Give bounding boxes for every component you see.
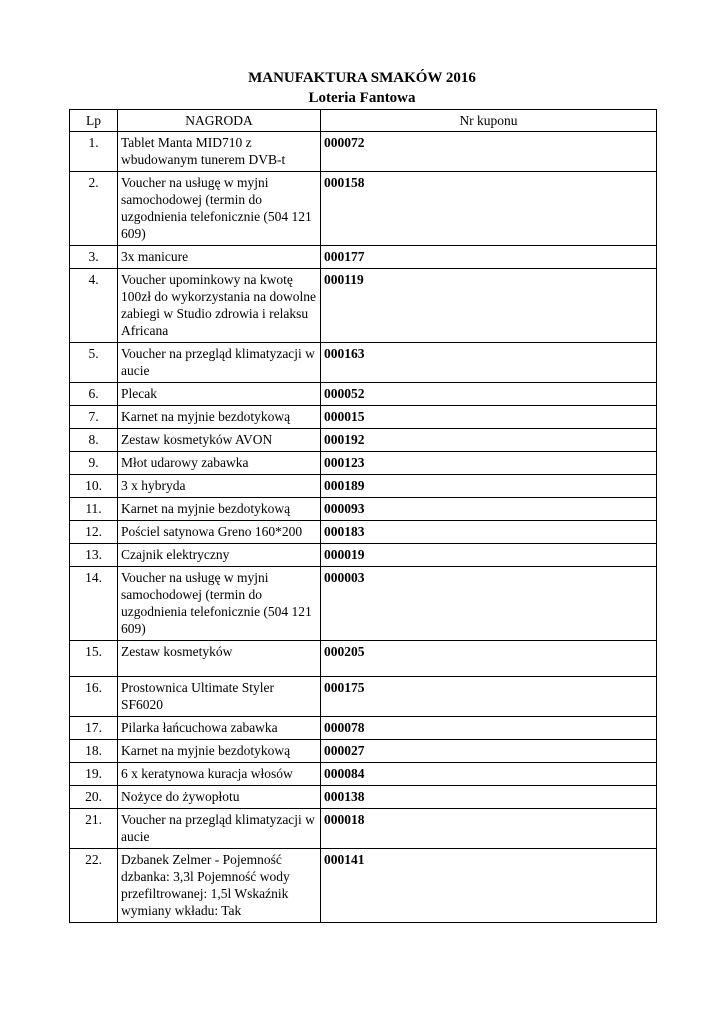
coupon-number: 000093	[321, 498, 657, 521]
table-row	[70, 172, 657, 246]
prize-name: Pościel satynowa Greno 160*200	[118, 521, 321, 544]
coupon-number: 000189	[321, 475, 657, 498]
coupon-number: 000027	[321, 740, 657, 763]
table-row	[70, 475, 657, 498]
prize-name: Zestaw kosmetyków	[118, 641, 321, 677]
prize-name: 3 x hybryda	[118, 475, 321, 498]
table-row	[70, 567, 657, 641]
coupon-number: 000018	[321, 809, 657, 849]
row-number: 15.	[70, 641, 118, 677]
table-row	[70, 763, 657, 786]
table-row	[70, 452, 657, 475]
row-number: 14.	[70, 567, 118, 641]
coupon-number: 000078	[321, 717, 657, 740]
document-subtitle: Loteria Fantowa	[308, 90, 416, 106]
coupon-number: 000123	[321, 452, 657, 475]
row-number: 5.	[70, 343, 118, 383]
prize-name: Voucher na usługę w myjni samochodowej (termin do uzgodnienia telefonicznie (504 121 609)	[118, 567, 321, 641]
coupon-number: 000205	[321, 641, 657, 677]
row-number: 17.	[70, 717, 118, 740]
row-number: 8.	[70, 429, 118, 452]
row-number: 21.	[70, 809, 118, 849]
prize-name: Karnet na myjnie bezdotykową	[118, 498, 321, 521]
coupon-number: 000158	[321, 172, 657, 246]
prize-name: Zestaw kosmetyków AVON	[118, 429, 321, 452]
row-number: 18.	[70, 740, 118, 763]
prize-table	[69, 109, 657, 923]
coupon-number: 000138	[321, 786, 657, 809]
row-number: 2.	[70, 172, 118, 246]
table-row	[70, 429, 657, 452]
header-row	[70, 110, 657, 132]
coupon-number: 000192	[321, 429, 657, 452]
prize-name: Karnet na myjnie bezdotykową	[118, 406, 321, 429]
table-row	[70, 498, 657, 521]
row-number: 16.	[70, 677, 118, 717]
coupon-number: 000015	[321, 406, 657, 429]
table-row	[70, 677, 657, 717]
prize-name: Czajnik elektryczny	[118, 544, 321, 567]
row-number: 12.	[70, 521, 118, 544]
coupon-number: 000003	[321, 567, 657, 641]
coupon-number: 000183	[321, 521, 657, 544]
table-row	[70, 383, 657, 406]
table-row	[70, 717, 657, 740]
row-number: 11.	[70, 498, 118, 521]
coupon-number: 000019	[321, 544, 657, 567]
prize-name: Karnet na myjnie bezdotykową	[118, 740, 321, 763]
table-row	[70, 786, 657, 809]
table-row	[70, 269, 657, 343]
coupon-number: 000177	[321, 246, 657, 269]
row-number: 22.	[70, 849, 118, 923]
table-row	[70, 521, 657, 544]
coupon-number: 000175	[321, 677, 657, 717]
prize-name: Nożyce do żywopłotu	[118, 786, 321, 809]
prize-name: Voucher na usługę w myjni samochodowej (termin do uzgodnienia telefonicznie (504 121 609)	[118, 172, 321, 246]
coupon-number: 000141	[321, 849, 657, 923]
table-row	[70, 641, 657, 677]
prize-name: Dzbanek Zelmer - Pojemność dzbanka: 3,3l Pojemność wody przefiltrowanej: 1,5l Wskaźnik wymiany wkładu: Tak	[118, 849, 321, 923]
table-row	[70, 849, 657, 923]
prize-name: 3x manicure	[118, 246, 321, 269]
table-row	[70, 246, 657, 269]
coupon-number: 000163	[321, 343, 657, 383]
row-number: 10.	[70, 475, 118, 498]
document-title: MANUFAKTURA SMAKÓW 2016	[248, 70, 476, 86]
row-number: 4.	[70, 269, 118, 343]
table-row	[70, 809, 657, 849]
prize-name: Prostownica Ultimate Styler SF6020	[118, 677, 321, 717]
prize-name: Młot udarowy zabawka	[118, 452, 321, 475]
table-row	[70, 406, 657, 429]
row-number: 3.	[70, 246, 118, 269]
header-lp: Lp	[70, 110, 118, 132]
coupon-number: 000084	[321, 763, 657, 786]
coupon-number: 000072	[321, 132, 657, 172]
prize-name: Voucher upominkowy na kwotę 100zł do wykorzystania na dowolne zabiegi w Studio zdrowia i relaksu Africana	[118, 269, 321, 343]
row-number: 1.	[70, 132, 118, 172]
prize-name: Pilarka łańcuchowa zabawka	[118, 717, 321, 740]
prize-name: Voucher na przegląd klimatyzacji w aucie	[118, 809, 321, 849]
document-header	[0, 68, 724, 108]
row-number: 13.	[70, 544, 118, 567]
row-number: 7.	[70, 406, 118, 429]
prize-table-body	[70, 132, 657, 923]
table-row	[70, 343, 657, 383]
coupon-number: 000119	[321, 269, 657, 343]
row-number: 9.	[70, 452, 118, 475]
row-number: 19.	[70, 763, 118, 786]
prize-table-head	[70, 110, 657, 132]
header-prize: NAGRODA	[118, 110, 321, 132]
prize-name: 6 x keratynowa kuracja włosów	[118, 763, 321, 786]
row-number: 20.	[70, 786, 118, 809]
prize-name: Voucher na przegląd klimatyzacji w aucie	[118, 343, 321, 383]
coupon-number: 000052	[321, 383, 657, 406]
table-row	[70, 544, 657, 567]
prize-name: Tablet Manta MID710 z wbudowanym tunerem DVB-t	[118, 132, 321, 172]
header-coupon: Nr kuponu	[321, 110, 657, 132]
row-number: 6.	[70, 383, 118, 406]
table-row	[70, 132, 657, 172]
prize-name: Plecak	[118, 383, 321, 406]
table-row	[70, 740, 657, 763]
